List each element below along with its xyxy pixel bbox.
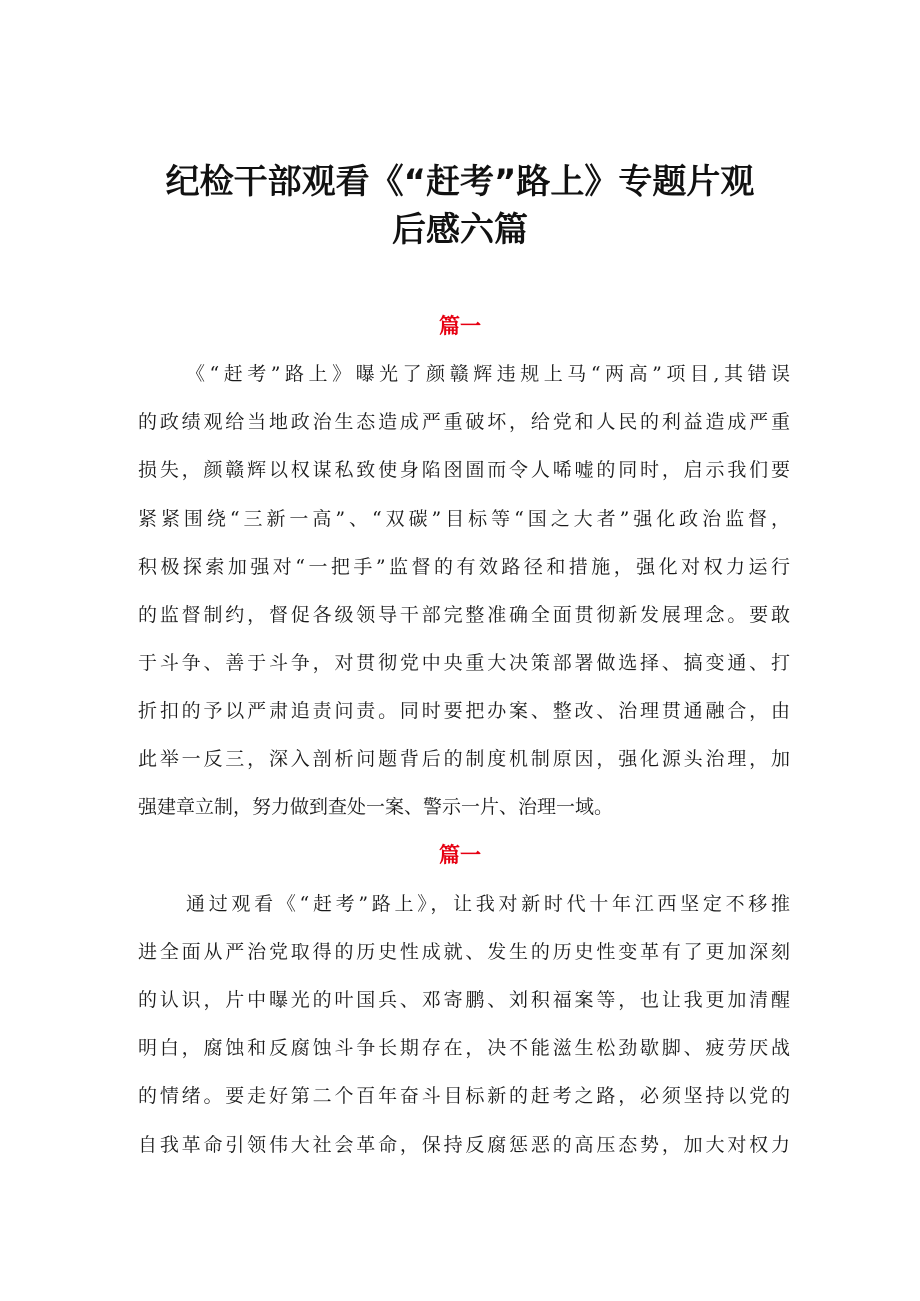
paragraph-line: 紧紧围绕“三新一高”、“双碳”目标等“国之大者”强化政治监督， (138, 508, 790, 530)
paragraph-line: 的政绩观给当地政治生态造成严重破坏，给党和人民的利益造成严重 (138, 411, 790, 433)
paragraph-line: 通过观看《“赶考”路上》，让我对新时代十年江西坚定不移推 (186, 893, 790, 915)
paragraph-line: 的情绪。要走好第二个百年奋斗目标新的赶考之路，必须坚持以党的 (138, 1085, 790, 1107)
paragraph-line: 积极探索加强对“一把手”监督的有效路径和措施，强化对权力运行 (138, 556, 790, 578)
paragraph-line: 此举一反三，深入剖析问题背后的制度机制原因，强化源头治理，加 (138, 748, 790, 770)
paragraph-line: 的监督制约，督促各级领导干部完整准确全面贯彻新发展理念。要敢 (138, 604, 790, 626)
paragraph-line: 的认识，片中曝光的叶国兵、邓寄鹏、刘积福案等，也让我更加清醒 (138, 989, 790, 1011)
paragraph-line: 自我革命引领伟大社会革命，保持反腐惩恶的高压态势，加大对权力 (138, 1134, 790, 1156)
section-heading-1: 篇一 (439, 314, 481, 338)
paragraph-line: 明白，腐蚀和反腐蚀斗争长期存在，决不能滋生松劲歇脚、疲劳厌战 (138, 1037, 790, 1059)
paragraph-line: 损失，颜赣辉以权谋私致使身陷囹圄而令人唏嘘的同时，启示我们要 (138, 459, 790, 481)
paragraph-line: 《“赶考”路上》曝光了颜赣辉违规上马“两高”项目,其错误 (186, 363, 790, 385)
paragraph-line: 进全面从严治党取得的历史性成就、发生的历史性变革有了更加深刻 (138, 941, 790, 963)
paragraph-line: 折扣的予以严肃追责问责。同时要把办案、整改、治理贯通融合，由 (138, 700, 790, 722)
paragraph-line: 强建章立制，努力做到查处一案、警示一片、治理一域。 (138, 796, 614, 818)
section-heading-2: 篇一 (439, 843, 481, 867)
document-title-line-2: 后感六篇 (392, 210, 528, 250)
document-title-line-1: 纪检干部观看《“赶考”路上》专题片观 (165, 162, 755, 202)
paragraph-line: 于斗争、善于斗争，对贯彻党中央重大决策部署做选择、搞变通、打 (138, 652, 790, 674)
